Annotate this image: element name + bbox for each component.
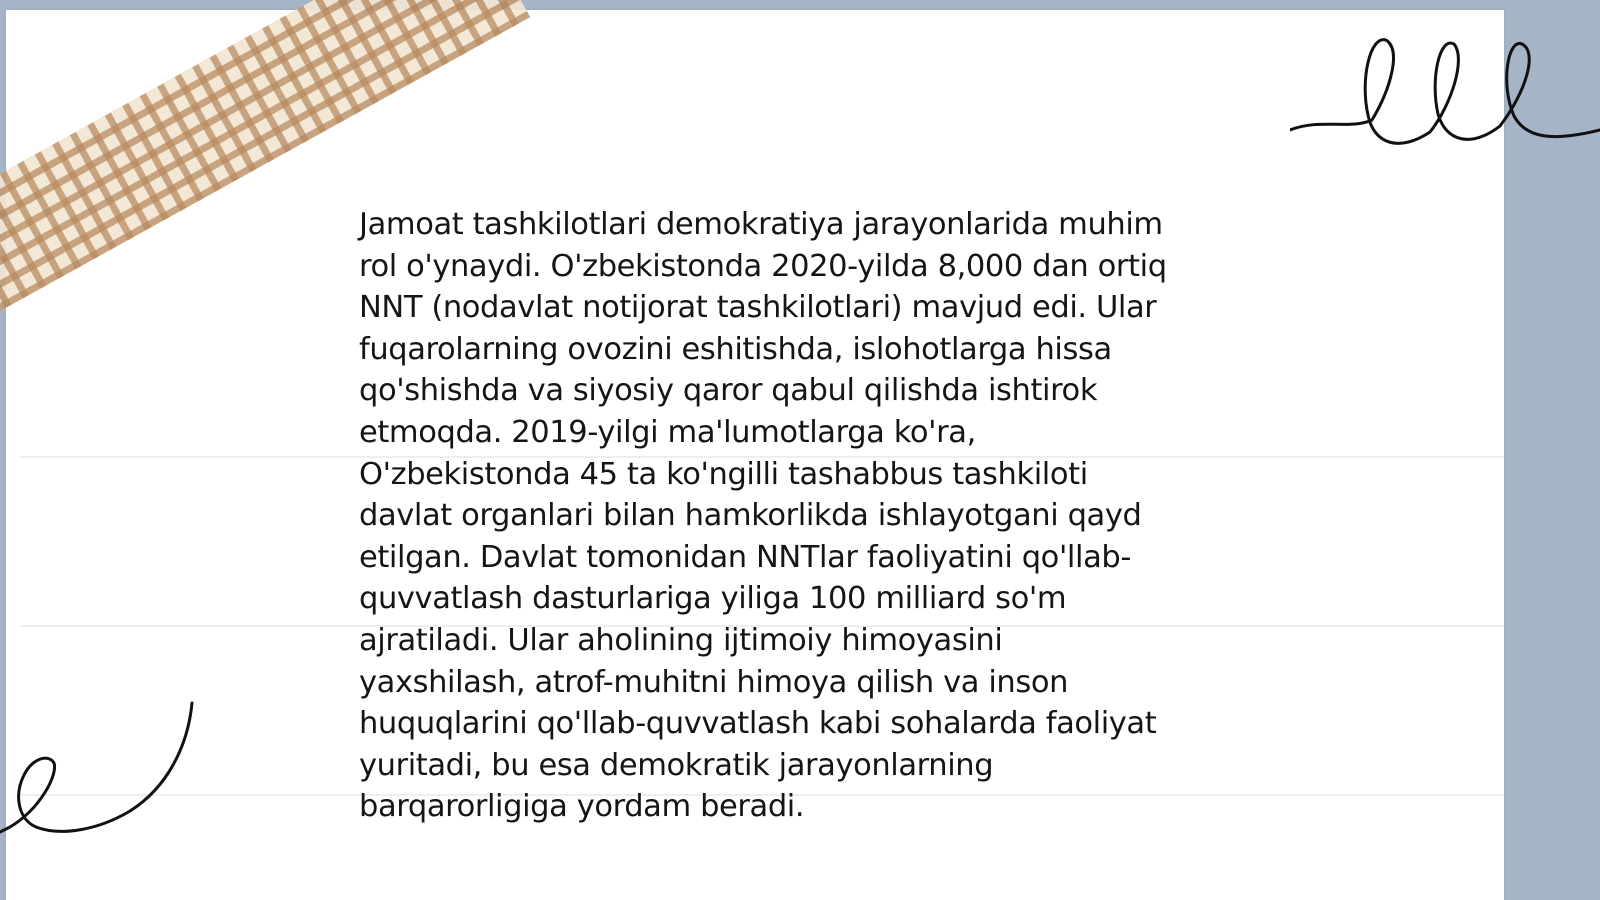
body-paragraph: Jamoat tashkilotlari demokratiya jarayonlarida muhim rol o'ynaydi. O'zbekistonda 2020-yilda 8,000 dan ortiq NNT (nodavlat notijorat tashkilotlari) mavjud edi. Ular fuqarolarning ovozini eshitishda, islohotlarga hissa qo'shishda va siyosiy qaror qabul qilishda ishtirok etmoqda. 2019-yilgi ma'lumotlarga ko'ra, O'zbekistonda 45 ta ko'ngilli tashabbus tashkiloti davlat organlari bilan hamkorlikda ishlayotgani qayd etilgan. Davlat tomonidan NNTlar faoliyatini qo'llab- quvvatlash dasturlariga yiliga 100 milliard so'm ajratiladi. Ular aholining ijtimoiy himoyasini yaxshilash, atrof-muhitni himoya qilish va inson huquqlarini qo'llab-quvvatlash kabi sohalarda faoliyat yuritadi, bu esa demokratik jarayonlarning barqarorligiga yordam beradi. — [359, 207, 1167, 825]
squiggle-swoosh-icon — [0, 695, 210, 855]
squiggle-loop-icon — [1290, 30, 1600, 170]
